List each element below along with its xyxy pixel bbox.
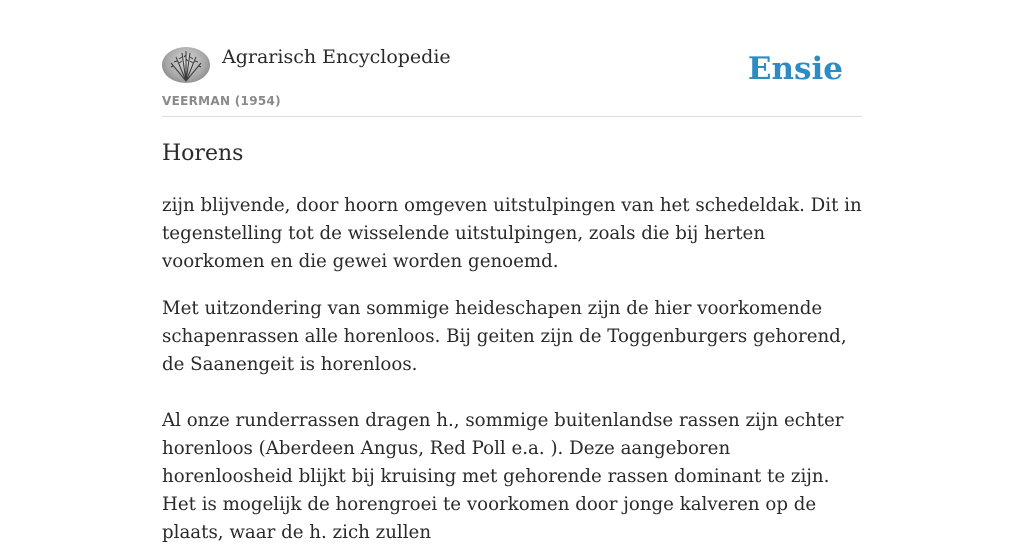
wheat-engraving-icon[interactable] xyxy=(162,47,210,83)
article-body xyxy=(162,192,862,547)
source-label: VEERMAN (1954) xyxy=(162,94,281,108)
brand-logo-link[interactable]: Ensie xyxy=(747,51,843,87)
article-page xyxy=(162,0,862,543)
page-header xyxy=(162,0,862,117)
paragraph: Met uitzondering van sommige heideschapen zijn de hier voorkomende schapenrassen alle horenloos. Bij geiten zijn de Toggenburgers gehorend, de Saanengeit is horenloos. xyxy=(162,298,847,375)
paragraph: zijn blijvende, door hoorn omgeven uitstulpingen van het schedeldak. Dit in tegenstelling tot de wisselende uitstulpingen, zoals die bij herten voorkomen en die gewei worden genoemd. xyxy=(162,195,862,272)
encyclopedia-name[interactable]: Agrarisch Encyclopedie xyxy=(222,46,451,68)
paragraph: Al onze runderrassen dragen h., sommige buitenlandse rassen zijn echter horenloos (Aberdeen Angus, Red Poll e.a. ). Deze aangeboren horenloosheid blijkt bij kruising met gehorende rassen dominant te zijn. Het is mogelijk de horengroei te voorkomen door jonge kalveren op de plaats, waar de h. zich zullen xyxy=(162,410,844,543)
article-title: Horens xyxy=(162,141,244,166)
